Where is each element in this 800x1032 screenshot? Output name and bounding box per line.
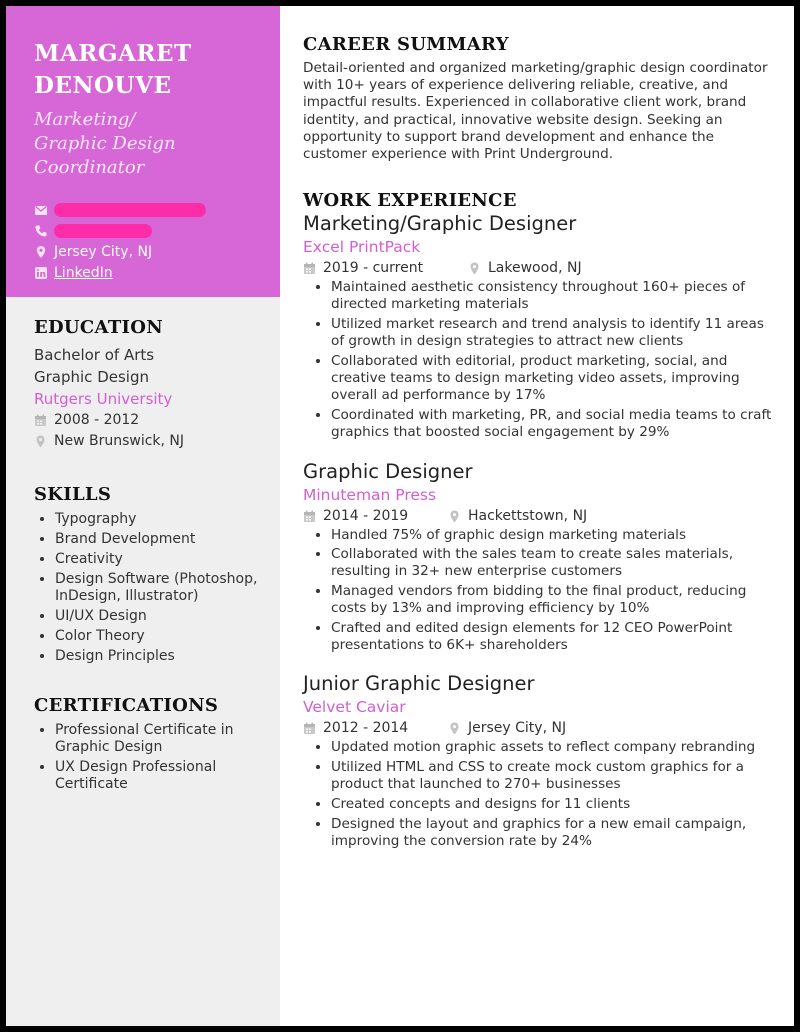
contact-list [34,200,270,283]
list-item: • Design Software (Photoshop, InDesign, Illustrator) [55,571,264,605]
job-company: Minuteman Press [303,485,437,504]
calendar-icon [303,722,316,735]
list-item: • Collaborated with editorial, product marketing, social, and creative teams to design marketing video assets, improving overall ad performance by 17% [331,353,773,405]
list-item: • Maintained aesthetic consistency throughout 160+ pieces of directed marketing materials [331,279,773,313]
list-item: • Handled 75% of graphic design marketing materials [331,527,773,544]
job-dates [303,258,468,279]
location-text: Jersey City, NJ [54,244,153,260]
title-line2: Graphic Design [34,133,176,154]
job-bullets [303,739,773,850]
job-location [468,258,582,279]
experience-section [303,190,773,850]
job-location [448,718,566,739]
job-entry [303,459,773,655]
job-location-text: Hackettstown, NJ [468,507,588,524]
list-item: • Designed the layout and graphics for a new email campaign, improving the conversion rate by 24% [331,816,773,850]
sidebar [6,6,280,1026]
resume-page [6,6,794,1026]
title-line1: Marketing/ [34,109,136,130]
education-heading: EDUCATION [34,317,163,338]
list-item: • Collaborated with the sales team to create sales materials, resulting in 32+ new enterprise customers [331,546,773,580]
list-item: • Crafted and edited design elements for 12 CEO PowerPoint presentations to 6K+ shareholders [331,620,773,654]
redacted-email [54,203,206,217]
contact-phone [34,221,270,241]
list-item: • Typography [55,511,264,528]
summary-text: Detail-oriented and organized marketing/graphic design coordinator with 10+ years of experience delivering reliable, creative, and impactful results. Experienced in collaborative client work, brand identity, and practical, innovative website design. Seeking an opportunity to support brand development and enhance the customer experience with Print Underground. [303,60,768,163]
job-location-text: Jersey City, NJ [468,720,567,737]
calendar-icon [34,414,47,427]
school: Rutgers University [34,390,173,408]
job-dates-text: 2019 - current [323,260,424,277]
job-position: Graphic Designer [303,459,473,483]
location-pin-icon [34,435,47,448]
name-line1: MARGARET [34,40,192,67]
list-item: • Creativity [55,551,264,568]
skills-section [6,484,280,665]
job-dates-text: 2014 - 2019 [323,507,409,524]
location-pin-icon [468,262,481,275]
calendar-icon [303,262,316,275]
job-bullets [303,279,773,441]
linkedin-link[interactable]: LinkedIn [54,265,113,281]
education-location [34,431,264,452]
redacted-phone [54,224,152,238]
list-item: • Design Principles [55,648,264,665]
job-meta [303,506,773,527]
list-item: • Utilized HTML and CSS to create mock custom graphics for a product that launched to 270+ businesses [331,759,773,793]
contact-linkedin [34,263,270,283]
title-line3: Coordinator [34,157,145,178]
job-dates-text: 2012 - 2014 [323,720,409,737]
degree: Bachelor of Arts [34,346,155,364]
envelope-icon [34,203,48,217]
job-dates [303,506,448,527]
certifications-section [6,695,280,793]
job-position: Junior Graphic Designer [303,672,535,696]
certifications-heading: CERTIFICATIONS [34,695,219,716]
education-section [6,317,280,452]
location-pin-icon [448,510,461,523]
job-meta [303,258,773,279]
job-bullets [303,527,773,655]
skills-list [34,511,264,665]
list-item: • Color Theory [55,628,264,645]
list-item: • Created concepts and designs for 11 clients [331,796,773,813]
main-content [303,6,773,853]
list-item: • Updated motion graphic assets to reflect company rebranding [331,739,773,756]
job-location [448,506,587,527]
job-dates [303,718,448,739]
linkedin-icon [34,266,48,280]
job-company: Excel PrintPack [303,238,421,257]
certifications-list [34,722,264,793]
name-line2: DENOUVE [34,72,172,99]
summary-section [303,34,773,163]
major: Graphic Design [34,368,149,386]
experience-heading: WORK EXPERIENCE [303,190,517,212]
list-item: • UI/UX Design [55,608,264,625]
job-location-text: Lakewood, NJ [488,260,582,277]
list-item: • Professional Certificate in Graphic Design [55,722,264,756]
skills-heading: SKILLS [34,484,112,505]
person-name [34,38,270,102]
list-item: • Utilized market research and trend analysis to identify 11 areas of growth in design strategies to attract new clients [331,316,773,350]
summary-heading: CAREER SUMMARY [303,34,509,55]
list-item: • Managed vendors from bidding to the final product, reducing costs by 13% and improving efficiency by 10% [331,583,773,617]
job-entry [303,211,773,441]
list-item: • Brand Development [55,531,264,548]
education-dates-text: 2008 - 2012 [54,412,140,428]
calendar-icon [303,510,316,523]
job-meta [303,718,773,739]
contact-location [34,242,270,262]
job-company: Velvet Caviar [303,698,406,717]
contact-email [34,200,270,220]
job-position: Marketing/Graphic Designer [303,212,577,236]
education-dates [34,410,264,431]
job-entry [303,671,773,850]
list-item: • Coordinated with marketing, PR, and social media teams to craft graphics that boosted social engagement by 29% [331,407,773,441]
location-pin-icon [34,245,48,259]
header [6,6,280,297]
location-pin-icon [448,722,461,735]
list-item: • UX Design Professional Certificate [55,759,264,793]
job-title [34,108,270,180]
education-location-text: New Brunswick, NJ [54,433,185,449]
phone-icon [34,224,48,238]
